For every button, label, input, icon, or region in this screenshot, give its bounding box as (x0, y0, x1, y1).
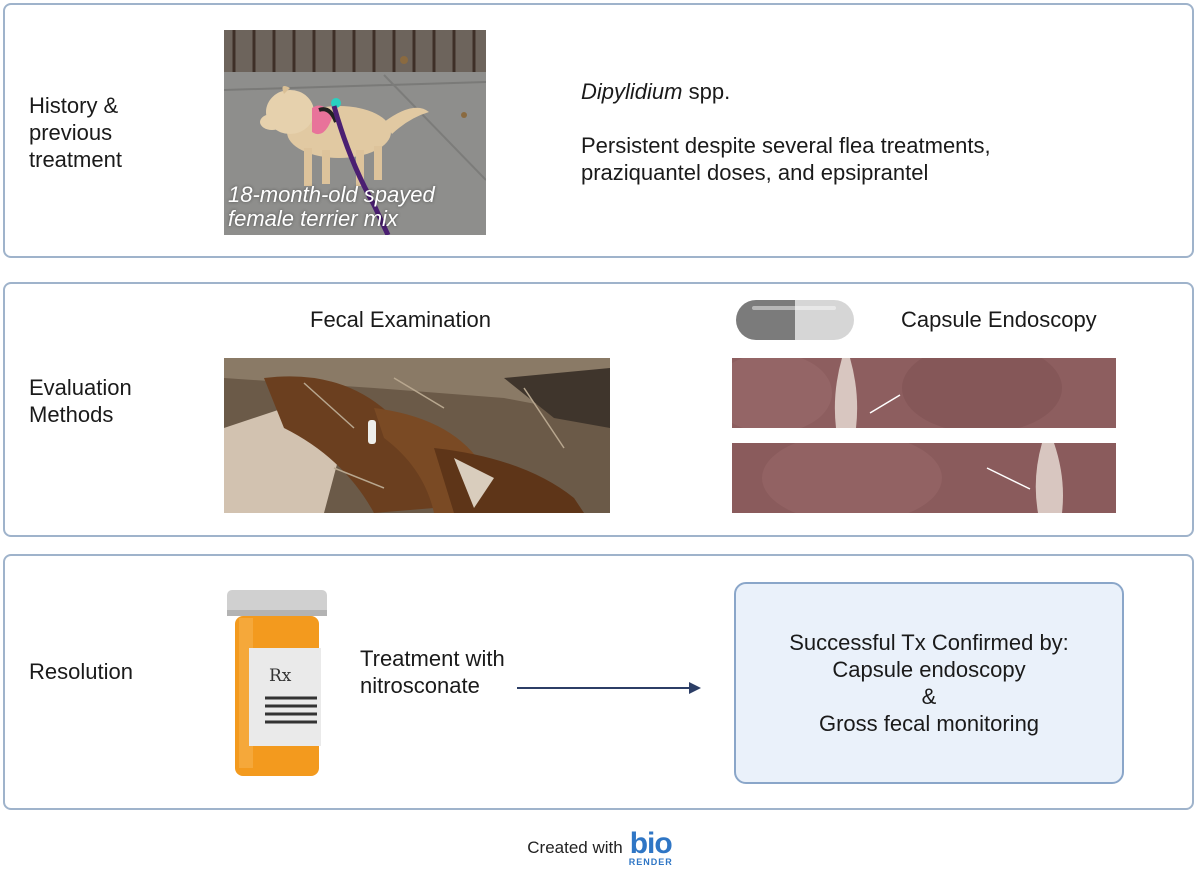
history-panel (3, 3, 1194, 258)
confirm-line-4: Gross fecal monitoring (818, 711, 1040, 736)
evaluation-section-label: Evaluation Methods (29, 375, 132, 427)
organism-name (581, 78, 730, 105)
confirm-line-1: Successful Tx Confirmed by: (789, 630, 1069, 655)
treatment-text: Treatment with nitrosconate (360, 646, 505, 698)
capsule-endoscopy-title: Capsule Endoscopy (901, 307, 1097, 332)
confirm-line-3: & (921, 684, 937, 709)
fecal-photo (224, 358, 610, 513)
bottle-label-text: Rx (269, 666, 292, 686)
history-line-1: Persistent despite several flea treatments, (581, 133, 991, 158)
fecal-examination-title: Fecal Examination (310, 307, 491, 332)
footer (0, 826, 1200, 870)
capsule-icon (734, 298, 856, 342)
dog-photo-caption: 18-month-old spayed female terrier mix (228, 182, 435, 231)
brand-top-text: bio (629, 826, 672, 860)
resolution-section-label: Resolution (29, 659, 133, 684)
endoscopy-image-1 (732, 358, 1116, 428)
confirmation-box (734, 582, 1124, 784)
organism-genus: Dipylidium (581, 79, 683, 104)
dog-photo (224, 30, 486, 235)
pill-bottle-icon (225, 590, 329, 778)
organism-suffix: spp. (682, 79, 731, 104)
history-text (581, 132, 991, 186)
created-with-text: Created with (527, 838, 623, 857)
endoscopy-image-2 (732, 443, 1116, 513)
brand-bottom-text: RENDER (628, 856, 673, 867)
history-line-2: praziquantel doses, and epsiprantel (581, 160, 929, 185)
biorender-logo (628, 826, 673, 867)
evaluation-panel (3, 282, 1194, 537)
confirm-line-2: Capsule endoscopy (832, 657, 1026, 682)
history-section-label: History & previous treatment (29, 93, 122, 172)
flow-arrow (517, 680, 703, 696)
resolution-panel (3, 554, 1194, 810)
